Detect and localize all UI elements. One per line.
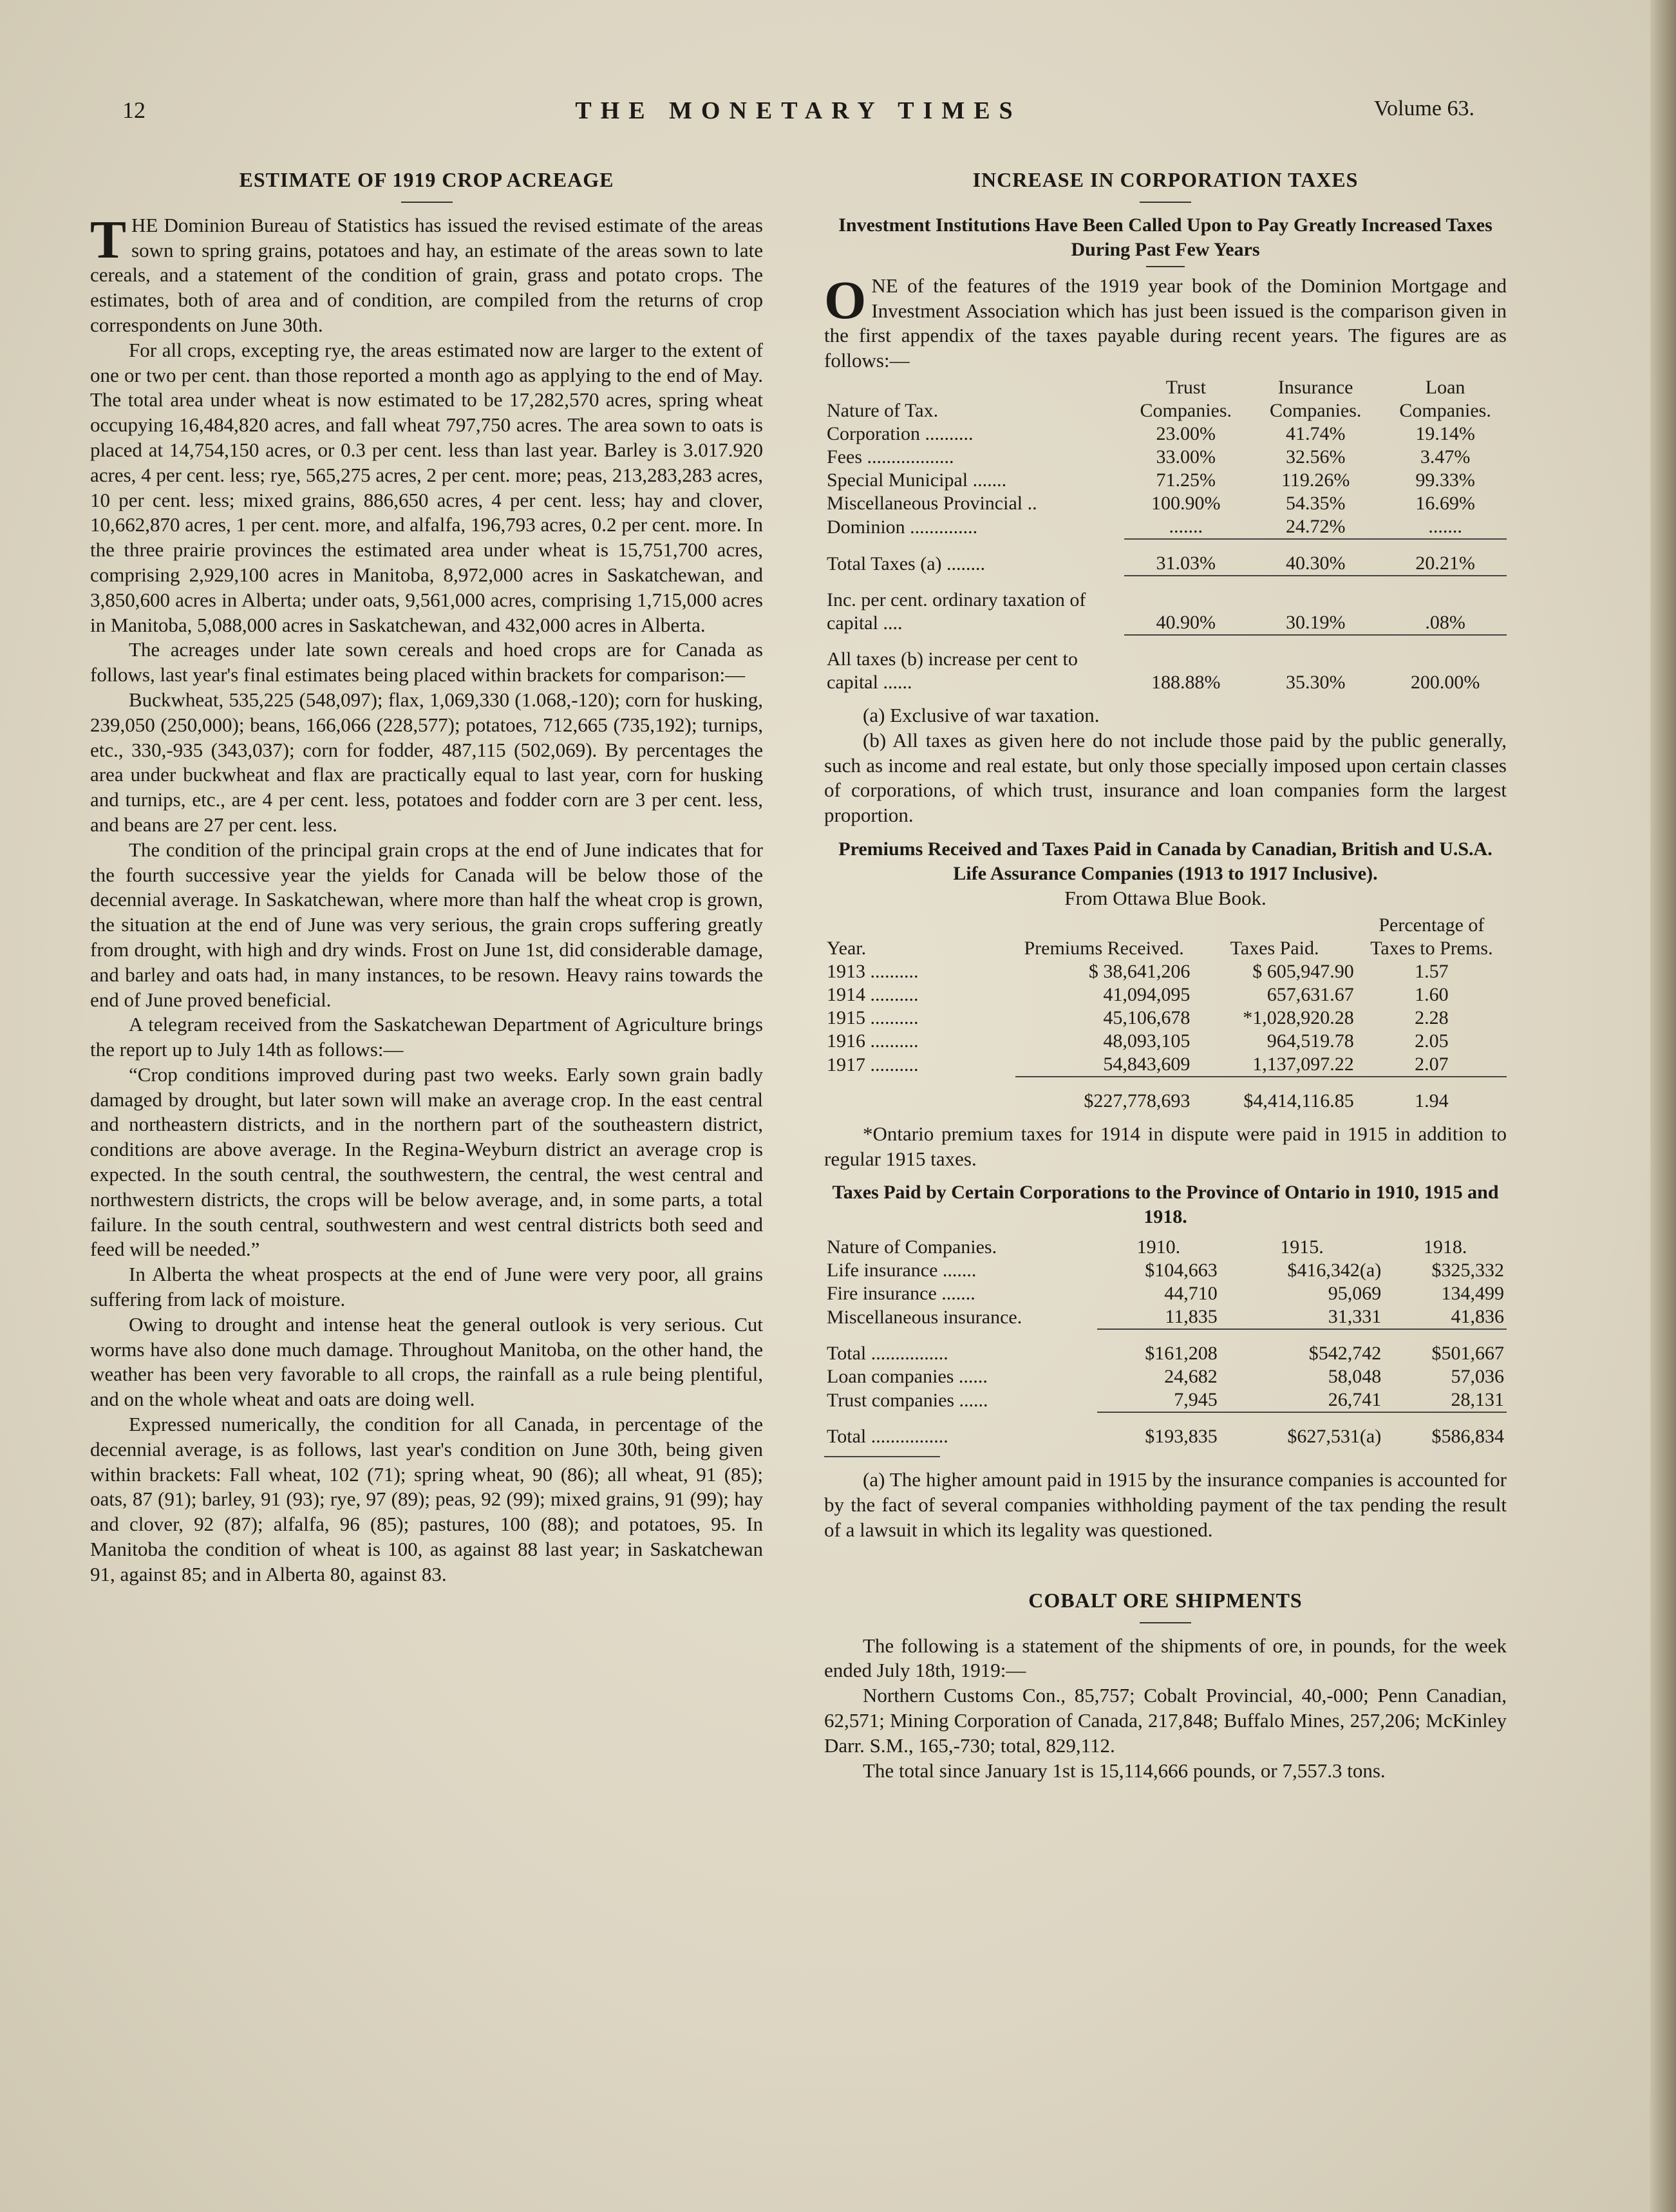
ontario-title: Taxes Paid by Certain Corporations to the Province of Ontario in 1910, 1915 and 1918.	[832, 1182, 1499, 1228]
title-rule	[1140, 202, 1191, 203]
crop-article-title: ESTIMATE OF 1919 CROP ACREAGE	[239, 168, 614, 191]
table-row: Miscellaneous insurance. 11,835 31,331 41,836	[827, 1306, 1504, 1328]
page-header	[122, 97, 1474, 135]
drop-cap: O	[824, 270, 867, 330]
title-rule	[1140, 1622, 1191, 1623]
table-row: Fire insurance ....... 44,710 95,069 134,499	[827, 1283, 1504, 1305]
premiums-title: Premiums Received and Taxes Paid in Canada by Canadian, British and U.S.A. Life Assurance Companies (1913 to 1917 Inclusive).	[838, 838, 1492, 884]
page-number: 12	[122, 97, 146, 123]
crop-paragraph: A telegram received from the Saskatchewan Department of Agriculture brings the report up to July 14th as follows:—	[90, 1013, 763, 1061]
table-row: 1913 .......... $ 38,641,206 $ 605,947.90 1.57	[827, 960, 1449, 982]
footnote: (a) Exclusive of war taxation.	[863, 703, 1100, 726]
cobalt-paragraph: The total since January 1st is 15,114,666 pounds, or 7,557.3 tons.	[863, 1759, 1386, 1782]
crop-paragraph: Buckwheat, 535,225 (548,097); flax, 1,069,330 (1.068,-120); corn for husking, 239,050 (250,000); beans, 166,066 (228,577); potatoes, 712,665 (735,192); turnips, etc., 330,-935 (343,037); corn for fodder, 487,115 (502,069). By percentages the area under buckwheat and flax are practically equal to last year, corn for husking and turnips, etc., are 4 per cent. less, potatoes and fodder corn are 3 per cent. less, and beans are 27 per cent. less.	[90, 688, 763, 836]
table-header-row: Nature of Companies. 1910. 1915. 1918.	[827, 1236, 1467, 1258]
table-row: Fees .................. 33.00% 32.56% 3.47%	[827, 446, 1471, 468]
table-total-row: $227,778,693 $4,414,116.85 1.94	[1084, 1090, 1449, 1111]
subtitle-rule	[1146, 266, 1185, 267]
left-column	[90, 167, 763, 1587]
table-subtotal-row: Total ................ $161,208 $542,742 $501,667	[827, 1343, 1504, 1365]
table-row: 1916 .......... 48,093,105 964,519.78 2.05	[827, 1030, 1449, 1052]
table-row: Trust companies ...... 7,945 26,741 28,131	[827, 1389, 1504, 1412]
footnote: (b) All taxes as given here do not include those paid by the public generally, such as income and real estate, but only those specially imposed upon certain classes of corporations, of which trust, insurance and loan companies form the largest proportion.	[824, 728, 1507, 827]
table-row: Corporation .......... 23.00% 41.74% 19.14%	[827, 422, 1475, 444]
crop-paragraph: The acreages under late sown cereals and hoed crops are for Canada as follows, last year's final estimates being placed within brackets for comparison:—	[90, 638, 763, 686]
table-row: 1917 .......... 54,843,609 1,137,097.22 2.07	[827, 1053, 1449, 1075]
table-row: Inc. per cent. ordinary taxation of capital .... 40.90% 30.19% .08%	[827, 589, 1465, 634]
corp-tax-table	[824, 376, 1507, 694]
ontario-table	[824, 1236, 1507, 1448]
table-header-row: Year. Premiums Received. Taxes Paid. Percentage of Taxes to Prems.	[827, 914, 1493, 959]
cobalt-paragraph: Northern Customs Con., 85,757; Cobalt Provincial, 40,-000; Penn Canadian, 62,571; Mining Corporation of Canada, 217,848; Buffalo Mines, 257,206; McKinley Darr. S.M., 165,-730; total, 829,112.	[824, 1684, 1507, 1757]
crop-paragraph: In Alberta the wheat prospects at the end of June were very poor, all grains suffering from lack of moisture.	[90, 1263, 763, 1311]
table-row: 1915 .......... 45,106,678 *1,028,920.28 2.28	[827, 1007, 1449, 1028]
table-row: Life insurance ....... $104,663 $416,342(a) $325,332	[827, 1260, 1504, 1281]
premiums-source: From Ottawa Blue Book.	[1064, 886, 1266, 909]
corp-subtitle: Investment Institutions Have Been Called Upon to Pay Greatly Increased Taxes During Past Few Years	[838, 214, 1492, 260]
crop-quote: “Crop conditions improved during past two weeks. Early sown grain badly damaged by drought, but later sown will make an average crop. In the east central and northeastern districts, and in the northern part of the southeastern district, conditions are above average. In the Regina-Weyburn district an average crop is expected. In the south central, the southwestern, the central, the west central and northwestern districts, the crops will be below average, and, in some parts, a total failure. In the south central, southwestern and west central districts both seed and feed will be needed.”	[90, 1063, 763, 1261]
table-row: Special Municipal ....... 71.25% 119.26% 99.33%	[827, 469, 1475, 491]
crop-paragraph: For all crops, excepting rye, the areas estimated now are larger to the extent of one or two per cent. than those reported a month ago as applying to the end of May. The total area under wheat is now estimated to be 17,282,570 acres, spring wheat occupying 16,484,820 acres, and fall wheat 797,750 acres. The area sown to oats is placed at 14,754,150 acres, or 0.3 per cent. less than last year. Barley is 3.017.920 acres, 4 per cent. less; rye, 565,275 acres, 2 per cent. more; peas, 213,283,283 acres, 10 per cent. less; mixed grains, 886,650 acres, 4 per cent. less; hay and clover, 10,662,870 acres, 1 per cent. more, and alfalfa, 196,793 acres, 0.2 per cent. more. In the three prairie provinces the estimated area under wheat is 15,751,700 acres, comprising 2,929,100 acres in Manitoba, 8,972,000 acres in Saskatchewan, and 3,850,600 acres in Alberta; under oats, 9,561,000 acres, comprising 1,715,000 acres in Manitoba, 5,088,000 acres in Saskatchewan, and 432,000 acres in Alberta.	[90, 338, 764, 636]
crop-paragraph: Owing to drought and intense heat the general outlook is very serious. Cut worms have also done much damage. Throughout Manitoba, on the other hand, the weather has been very favorable to all crops, the rainfall as a rule being plentiful, and on the whole wheat and oats are doing well.	[90, 1312, 763, 1411]
cobalt-paragraph: The following is a statement of the shipments of ore, in pounds, for the week ended July 18th, 1919:—	[824, 1634, 1507, 1682]
drop-cap: T	[90, 209, 127, 270]
table-total-row: Total ................ $193,835 $627,531(a) $586,834	[827, 1426, 1504, 1448]
cobalt-title: COBALT ORE SHIPMENTS	[1028, 1588, 1303, 1612]
corp-article-title: INCREASE IN CORPORATION TAXES	[972, 168, 1359, 191]
corp-intro: ONE of the features of the 1919 year book of the Dominion Mortgage and Investment Association which has just been issued is the comparison given in the first appendix of the taxes payable during recent years. The figures are as follows:—	[824, 270, 1507, 372]
table-row: Loan companies ...... 24,682 58,048 57,036	[827, 1366, 1504, 1388]
masthead: THE MONETARY TIMES	[575, 97, 1022, 124]
footnote-rule	[824, 1456, 940, 1457]
page-edge-shadow	[1650, 0, 1676, 2212]
table-row: All taxes (b) increase per cent to capital ...... 188.88% 35.30% 200.00%	[827, 648, 1480, 693]
crop-paragraph: Expressed numerically, the condition for all Canada, in percentage of the decennial average, is as follows, last year's condition on June 30th, being given within brackets: Fall wheat, 102 (71); spring wheat, 90 (86); all wheat, 91 (85); oats, 87 (91); barley, 91 (93); rye, 97 (89); peas, 92 (99); mixed grains, 91 (99); hay and clover, 92 (87); alfalfa, 96 (85); pastures, 100 (88); and potatoes, 95. In Manitoba the condition of wheat is 100, as against 88 last year; in Saskatchewan 91, against 85; and in Alberta 80, against 83.	[90, 1413, 763, 1585]
premiums-table	[824, 914, 1507, 1113]
table-row: Dominion .............. ....... 24.72% .......	[827, 515, 1462, 538]
crop-paragraph: The condition of the principal grain crops at the end of June indicates that for the fourth successive year the yields for Canada will be below those of the decennial average. In Saskatchewan, where more than half the wheat crop is grown, the situation at the end of June was very serious, the grain crops suffering greatly from drought, with high and dry winds. Frost on June 1st, did considerable damage, and barley and oats had, in many instances, to be resown. Heavy rains towards the end of June proved beneficial.	[90, 838, 763, 1011]
table-header-row: Nature of Tax. Trust Companies. Insurance Companies. Loan Companies.	[827, 376, 1491, 421]
footnote: *Ontario premium taxes for 1914 in dispute were paid in 1915 in addition to regular 1915 taxes.	[824, 1122, 1507, 1170]
volume-label: Volume 63.	[1373, 97, 1474, 120]
right-column	[824, 167, 1507, 1783]
table-row: Miscellaneous Provincial .. 100.90% 54.35% 16.69%	[827, 492, 1475, 514]
crop-paragraph: THE Dominion Bureau of Statistics has issued the revised estimate of the areas sown to spring grains, potatoes and hay, an estimate of the areas sown to late cereals, and a statement of the condition of grain, grass and potato crops. The estimates, both of area and of condition, are compiled from the returns of crop correspondents on June 30th.	[90, 209, 763, 336]
table-row: 1914 .......... 41,094,095 657,631.67 1.60	[827, 983, 1449, 1005]
title-rule	[401, 202, 453, 203]
table-total-row: Total Taxes (a) ........ 31.03% 40.30% 20.21%	[827, 552, 1475, 574]
footnote: (a) The higher amount paid in 1915 by the insurance companies is accounted for by the fact of several companies withholding payment of the tax pending the result of a lawsuit in which its legality was questioned.	[824, 1468, 1507, 1541]
